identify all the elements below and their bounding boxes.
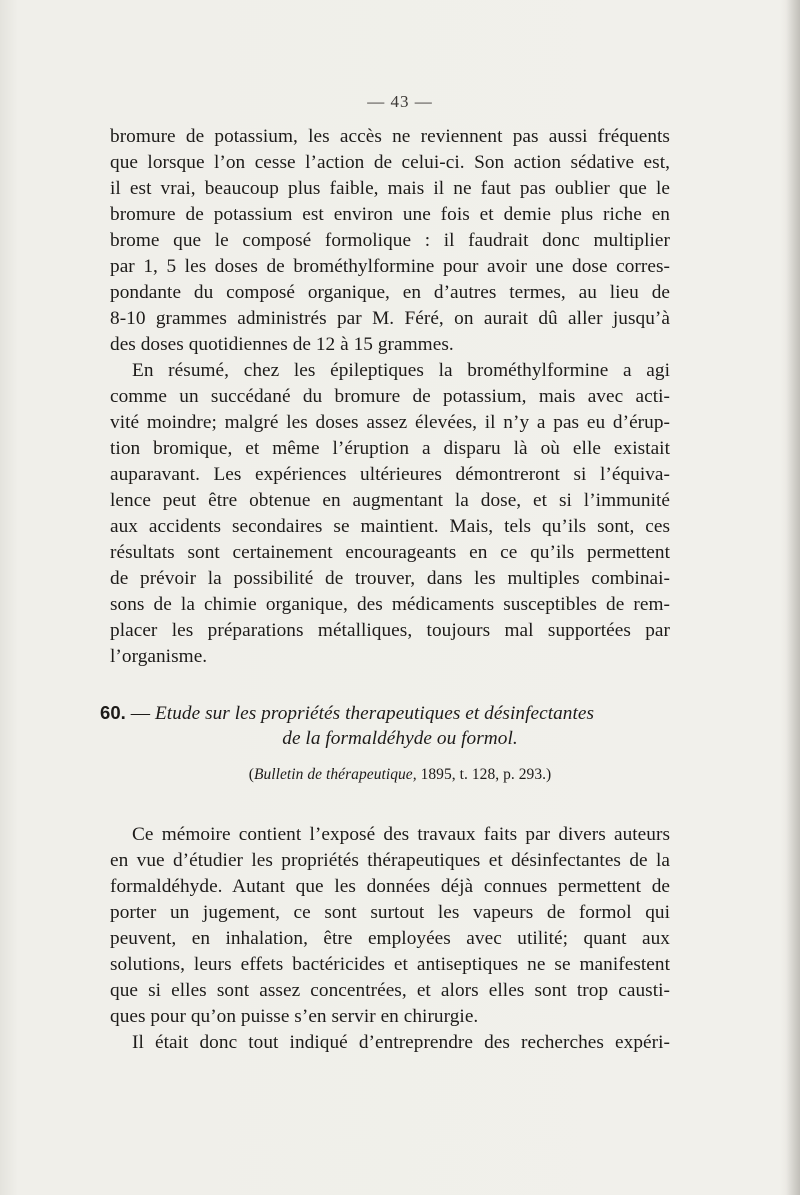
text-line: lence peut être obtenue en augmentant la dose, et si l’immunité [110,490,670,511]
text-line: pondante du composé organique, en d’autres termes, au lieu de [110,282,670,303]
text-line: par 1, 5 les doses de brométhylformine pour avoir une dose corres- [110,256,670,277]
section-title-text: Etude sur les propriétés therapeutiques et désinfectantes [154,703,595,724]
text-line: tion bromique, et même l’éruption a disparu là où elle existait [110,438,670,459]
text-line: que lorsque l’on cesse l’action de celui-ci. Son action sédative est, [110,152,670,173]
text-line: porter un jugement, ce sont surtout les vapeurs de formol qui [110,902,670,923]
text-line: brome que le composé formolique : il faudrait donc multiplier [110,230,670,251]
section-title-line-2: de la formaldéhyde ou formol. [282,728,518,749]
text-line: peuvent, en inhalation, être employées avec utilité; quant aux [110,928,670,949]
citation-journal: Bulletin de thérapeutique, [253,766,417,783]
text-line: Il était donc tout indiqué d’entreprendre des recherches expéri- [132,1032,670,1053]
text-line: 8-10 grammes administrés par M. Féré, on aurait dû aller jusqu’à [110,308,670,329]
citation-details: 1895, t. 128, p. 293.) [416,766,552,783]
text-line: Ce mémoire contient l’exposé des travaux faits par divers auteurs [132,824,670,845]
section-title-line-1 [100,699,670,728]
text-line: solutions, leurs effets bactéricides et antiseptiques ne se manifestent [110,954,670,975]
text-line: bromure de potassium est environ une fois et demie plus riche en [110,204,670,225]
text-line: résultats sont certainement encourageants en ce qu’ils permettent [110,542,670,563]
text-line: vité moindre; malgré les doses assez élevées, il n’y a pas eu d’érup- [110,412,670,433]
text-line: auparavant. Les expériences ultérieures démontreront si l’équiva- [110,464,670,485]
text-line: ques pour qu’on puisse s’en servir en chirurgie. [110,1006,479,1027]
text-line: l’organisme. [110,646,208,667]
text-line: En résumé, chez les épileptiques la brométhylformine a agi [132,360,670,381]
text-line: il est vrai, beaucoup plus faible, mais il ne faut pas oublier que le [110,178,670,199]
text-line: formaldéhyde. Autant que les données déjà connues permettent de [110,876,670,897]
page-edge-shadow [786,0,800,1195]
text-line: que si elles sont assez concentrées, et alors elles sont trop causti- [110,980,670,1001]
text-line: en vue d’étudier les propriétés thérapeutiques et désinfectantes de la [110,850,670,871]
text-line: des doses quotidiennes de 12 à 15 grammes. [110,334,454,355]
text-line: bromure de potassium, les accès ne reviennent pas aussi fréquents [110,126,670,147]
text-line: de prévoir la possibilité de trouver, dans les multiples combinai- [110,568,670,589]
citation-open: ( [248,766,254,783]
text-line: placer les préparations métalliques, toujours mal supportées par [110,620,670,641]
citation [0,764,800,786]
text-line: sons de la chimie organique, des médicaments susceptibles de rem- [110,594,670,615]
section-number: 60. [100,702,126,723]
section-dash: — [130,703,151,724]
text-line: aux accidents secondaires se maintient. Mais, tels qu’ils sont, ces [110,516,670,537]
page-number: — 43 — [367,92,433,111]
text-line: comme un succédané du bromure de potassium, mais avec acti- [110,386,670,407]
